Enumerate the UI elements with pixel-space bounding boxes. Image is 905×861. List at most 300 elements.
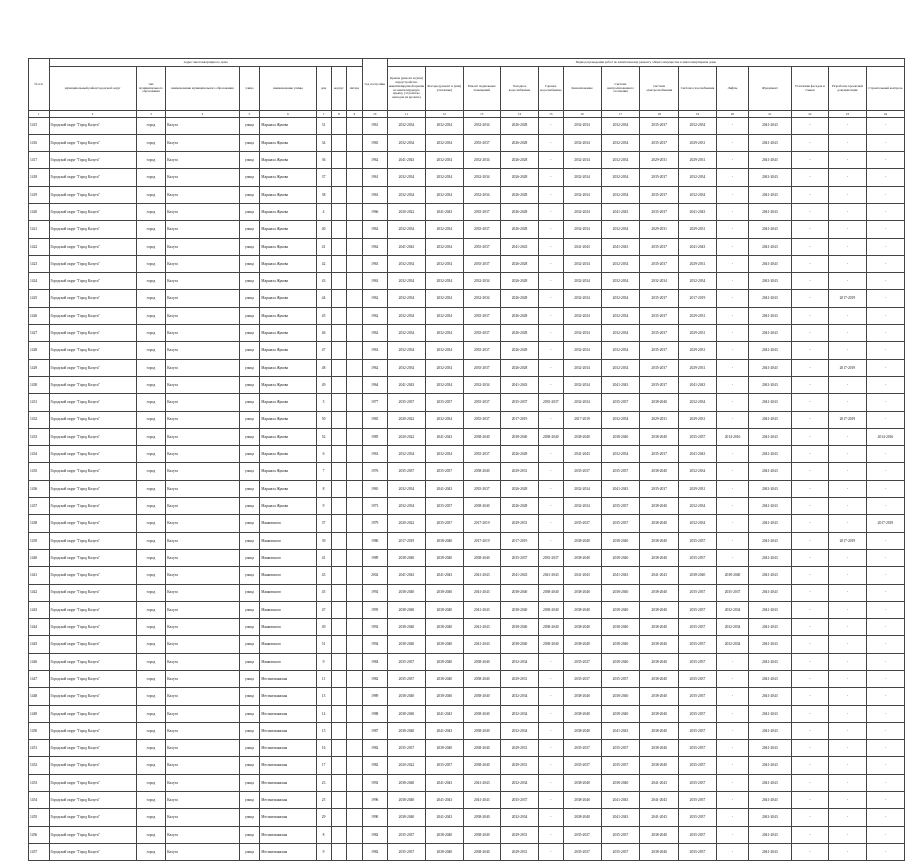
korpus-cell (331, 273, 347, 290)
korpus-cell (331, 186, 347, 203)
roof-cell: 2035-2037 (387, 653, 425, 670)
mun-type-cell: город (136, 584, 166, 601)
cold-water-cell: 2026-2028 (501, 134, 539, 151)
mun-name-cell: Калуга (166, 152, 239, 169)
municipality-cell: Городской округ "Город Калуга" (49, 826, 136, 843)
table-row (29, 411, 905, 428)
insulation-cell: - (791, 567, 828, 584)
roof-cell: 2020-2022 (387, 757, 425, 774)
year-cell: 1995 (362, 601, 387, 618)
column-number: 22 (791, 111, 828, 118)
heating-cell: 2038-2040 (601, 636, 640, 653)
street-name-cell: Маршала Жукова (260, 169, 316, 186)
docs-cell: - (828, 774, 866, 791)
heating-cell: 2035-2037 (601, 671, 640, 688)
foundation-cell: 2041-2043 (749, 567, 792, 584)
mun-name-cell: Калуга (166, 325, 239, 342)
power-cell: 2038-2040 (640, 671, 679, 688)
power-cell: 2038-2040 (640, 601, 679, 618)
roof-cell: 2032-2034 (387, 134, 425, 151)
facade-cell: 2038-2040 (426, 584, 463, 601)
street-type-cell: улица (239, 428, 260, 445)
table-row (29, 480, 905, 497)
mun-name-cell: Калуга (166, 532, 239, 549)
control-cell: - (866, 342, 904, 359)
hot-water-cell: - (539, 255, 563, 272)
sewer-cell: 2032-2034 (563, 480, 601, 497)
municipality-cell: Городской округ "Город Калуга" (49, 394, 136, 411)
power-cell: 2038-2040 (640, 584, 679, 601)
street-name-cell: Маршала Жукова (260, 446, 316, 463)
row-number: 1455 (29, 809, 50, 826)
table-row (29, 463, 905, 480)
hot-water-cell: - (539, 221, 563, 238)
sewer-cell: 2035-2037 (563, 826, 601, 843)
sewer-cell: 2035-2037 (563, 463, 601, 480)
roof-cell: 2035-2037 (387, 740, 425, 757)
sewer-cell: 2035-2037 (563, 653, 601, 670)
gas-cell: 2029-2031 (678, 134, 716, 151)
foundation-cell: 2041-2043 (749, 307, 792, 324)
mun-name-cell: Калуга (166, 255, 239, 272)
gas-cell: 2035-2037 (678, 705, 716, 722)
column-number: 12 (426, 111, 463, 118)
lift-cell: - (716, 411, 748, 428)
cold-water-cell: 2032-2034 (501, 688, 539, 705)
lift-cell: - (716, 722, 748, 739)
foundation-cell: 2041-2043 (749, 290, 792, 307)
lift-cell: - (716, 740, 748, 757)
col-header-hot: Горячее водоснабжение (539, 67, 563, 111)
table-row (29, 238, 905, 255)
street-name-cell: Маршала Жукова (260, 394, 316, 411)
docs-cell: - (828, 843, 866, 860)
lift-cell: - (716, 688, 748, 705)
roof-cell: 2038-2040 (387, 549, 425, 566)
insulation-cell: - (791, 809, 828, 826)
row-number: 1422 (29, 238, 50, 255)
control-cell: - (866, 584, 904, 601)
foundation-cell: 2041-2043 (749, 463, 792, 480)
cold-water-cell: 2038-2040 (501, 584, 539, 601)
sewer-cell: 2032-2034 (563, 117, 601, 134)
street-name-cell: Маршала Жукова (260, 186, 316, 203)
litera-cell (347, 774, 363, 791)
column-number: 23 (828, 111, 866, 118)
row-number: 1441 (29, 567, 50, 584)
facade-cell: 2032-2034 (426, 134, 463, 151)
litera-cell (347, 671, 363, 688)
control-cell: - (866, 843, 904, 860)
roof-cell: 2038-2040 (387, 705, 425, 722)
litera-cell (347, 152, 363, 169)
foundation-cell: 2041-2043 (749, 515, 792, 532)
foundation-cell: 2041-2043 (749, 498, 792, 515)
heating-cell: 2032-2034 (601, 325, 640, 342)
sewer-cell: 2032-2034 (563, 290, 601, 307)
control-cell: - (866, 740, 904, 757)
mun-name-cell: Калуга (166, 411, 239, 428)
litera-cell (347, 740, 363, 757)
column-number: 15 (539, 111, 563, 118)
docs-cell: - (828, 688, 866, 705)
foundation-cell: 2041-2043 (749, 619, 792, 636)
roof-cell: 2038-2040 (387, 688, 425, 705)
foundation-cell: 2041-2043 (749, 671, 792, 688)
gas-cell: 2035-2037 (678, 549, 716, 566)
cold-water-cell: 2026-2028 (501, 325, 539, 342)
sewer-cell: 2038-2040 (563, 636, 601, 653)
hot-water-cell: - (539, 688, 563, 705)
municipality-cell: Городской округ "Город Калуга" (49, 411, 136, 428)
hot-water-cell: - (539, 757, 563, 774)
litera-cell (347, 792, 363, 809)
gas-cell: 2017-2019 (678, 290, 716, 307)
litera-cell (347, 515, 363, 532)
house-cell: 41 (316, 238, 331, 255)
street-name-cell: Маяковского (260, 515, 316, 532)
col-header-year: Год постройки (362, 59, 387, 111)
control-cell: - (866, 203, 904, 220)
year-cell: 1963 (362, 255, 387, 272)
insulation-cell: - (791, 653, 828, 670)
house-cell: 43 (316, 567, 331, 584)
power-cell: 2041-2043 (640, 774, 679, 791)
year-cell: 1973 (362, 498, 387, 515)
col-header-lift: Лифты (716, 67, 748, 111)
power-cell: 2035-2037 (640, 203, 679, 220)
municipality-cell: Городской округ "Город Калуга" (49, 740, 136, 757)
insulation-cell: - (791, 290, 828, 307)
cold-water-cell: 2029-2031 (501, 757, 539, 774)
control-cell: - (866, 567, 904, 584)
cold-water-cell: 2026-2028 (501, 480, 539, 497)
control-cell: - (866, 221, 904, 238)
docs-cell: - (828, 152, 866, 169)
control-cell: - (866, 134, 904, 151)
foundation-cell: 2041-2043 (749, 584, 792, 601)
mun-type-cell: город (136, 671, 166, 688)
insulation-cell: - (791, 169, 828, 186)
litera-cell (347, 619, 363, 636)
roof-cell: 2038-2040 (387, 792, 425, 809)
column-number: 3 (136, 111, 166, 118)
street-name-cell: Маршала Жукова (260, 463, 316, 480)
year-cell: 1988 (362, 705, 387, 722)
column-number: 6 (260, 111, 316, 118)
korpus-cell (331, 411, 347, 428)
docs-cell: - (828, 273, 866, 290)
sewer-cell: 2032-2034 (563, 134, 601, 151)
house-cell: 48 (316, 359, 331, 376)
mun-name-cell: Калуга (166, 342, 239, 359)
roof-cell: 2032-2034 (387, 186, 425, 203)
mun-type-cell: город (136, 342, 166, 359)
power-cell: 2035-2037 (640, 255, 679, 272)
litera-cell (347, 498, 363, 515)
power-cell: 2035-2037 (640, 480, 679, 497)
col-header-street: улица (239, 67, 260, 111)
municipality-cell: Городской округ "Город Калуга" (49, 774, 136, 791)
foundation-cell: 2041-2043 (749, 238, 792, 255)
basement-cell: 2038-2040 (463, 809, 500, 826)
basement-cell: 2038-2040 (463, 428, 500, 445)
korpus-cell (331, 325, 347, 342)
sewer-cell: 2038-2040 (563, 705, 601, 722)
heating-cell: 2035-2037 (601, 843, 640, 860)
lift-cell: - (716, 117, 748, 134)
municipality-cell: Городской округ "Город Калуга" (49, 428, 136, 445)
municipality-cell: Городской округ "Город Калуга" (49, 307, 136, 324)
municipality-cell: Городской округ "Город Калуга" (49, 446, 136, 463)
street-name-cell: Маяковского (260, 653, 316, 670)
municipality-cell: Городской округ "Город Калуга" (49, 653, 136, 670)
heating-cell: 2038-2040 (601, 774, 640, 791)
house-cell: 49 (316, 619, 331, 636)
street-type-cell: улица (239, 480, 260, 497)
street-type-cell: улица (239, 567, 260, 584)
control-cell: - (866, 255, 904, 272)
roof-cell: 2020-2022 (387, 428, 425, 445)
mun-name-cell: Калуга (166, 688, 239, 705)
hot-water-cell: - (539, 134, 563, 151)
cold-water-cell: 2029-2031 (501, 463, 539, 480)
row-number: 1433 (29, 428, 50, 445)
basement-cell: 2035-2037 (463, 411, 500, 428)
row-number: 1419 (29, 186, 50, 203)
mun-name-cell: Калуга (166, 567, 239, 584)
facade-cell: 2041-2043 (426, 809, 463, 826)
heating-cell: 2032-2034 (601, 169, 640, 186)
litera-cell (347, 636, 363, 653)
korpus-cell (331, 238, 347, 255)
docs-cell: - (828, 722, 866, 739)
insulation-cell: - (791, 740, 828, 757)
heating-cell: 2032-2034 (601, 342, 640, 359)
street-name-cell: Местничкинская (260, 722, 316, 739)
heating-cell: 2038-2040 (601, 619, 640, 636)
mun-name-cell: Калуга (166, 601, 239, 618)
heating-cell: 2038-2040 (601, 653, 640, 670)
korpus-cell (331, 671, 347, 688)
street-name-cell: Маршала Жукова (260, 255, 316, 272)
year-cell: 1990 (362, 809, 387, 826)
lift-cell: - (716, 671, 748, 688)
hot-water-cell: 2035-2037 (539, 394, 563, 411)
street-type-cell: улица (239, 843, 260, 860)
mun-type-cell: город (136, 307, 166, 324)
heating-cell: 2038-2040 (601, 549, 640, 566)
korpus-cell (331, 636, 347, 653)
basement-cell: 2038-2040 (463, 498, 500, 515)
docs-cell: - (828, 567, 866, 584)
roof-cell: 2020-2022 (387, 203, 425, 220)
foundation-cell: 2041-2043 (749, 722, 792, 739)
hot-water-cell: - (539, 342, 563, 359)
basement-cell: 2038-2040 (463, 740, 500, 757)
hot-water-cell: - (539, 740, 563, 757)
mun-name-cell: Калуга (166, 705, 239, 722)
heating-cell: 2041-2043 (601, 809, 640, 826)
municipality-cell: Городской округ "Город Калуга" (49, 809, 136, 826)
gas-cell: 2032-2034 (678, 498, 716, 515)
lift-cell: - (716, 273, 748, 290)
heating-cell: 2041-2043 (601, 722, 640, 739)
table-row (29, 792, 905, 809)
docs-cell: - (828, 498, 866, 515)
hot-water-cell: 2038-2040 (539, 636, 563, 653)
hot-water-cell: 2038-2040 (539, 601, 563, 618)
municipality-cell: Городской округ "Город Калуга" (49, 671, 136, 688)
house-cell: 31 (316, 117, 331, 134)
mun-type-cell: город (136, 290, 166, 307)
docs-cell: - (828, 549, 866, 566)
docs-cell: - (828, 325, 866, 342)
litera-cell (347, 601, 363, 618)
table-row (29, 359, 905, 376)
street-type-cell: улица (239, 498, 260, 515)
mun-type-cell: город (136, 567, 166, 584)
korpus-cell (331, 619, 347, 636)
docs-cell: - (828, 636, 866, 653)
street-name-cell: Маяковского (260, 532, 316, 549)
basement-cell: 2035-2037 (463, 307, 500, 324)
control-cell: - (866, 186, 904, 203)
hot-water-cell: - (539, 186, 563, 203)
docs-cell: - (828, 480, 866, 497)
docs-cell: - (828, 394, 866, 411)
house-cell: 23 (316, 774, 331, 791)
korpus-cell (331, 134, 347, 151)
mun-type-cell: город (136, 549, 166, 566)
control-cell: - (866, 273, 904, 290)
basement-cell: 2035-2037 (463, 480, 500, 497)
row-number: 1450 (29, 722, 50, 739)
gas-cell: 2029-2031 (678, 255, 716, 272)
col-header-mun-name: наименование муниципального образования (166, 67, 239, 111)
basement-cell: 2032-2034 (463, 169, 500, 186)
street-type-cell: улица (239, 325, 260, 342)
sewer-cell: 2032-2034 (563, 325, 601, 342)
basement-cell: 2035-2037 (463, 134, 500, 151)
korpus-cell (331, 359, 347, 376)
lift-cell: - (716, 376, 748, 393)
basement-cell: 2035-2037 (463, 325, 500, 342)
facade-cell: 2032-2034 (426, 255, 463, 272)
municipality-cell: Городской округ "Город Калуга" (49, 152, 136, 169)
year-cell: 1982 (362, 843, 387, 860)
facade-cell: 2035-2037 (426, 463, 463, 480)
heating-cell: 2041-2043 (601, 238, 640, 255)
street-name-cell: Маршала Жукова (260, 342, 316, 359)
table-row (29, 394, 905, 411)
control-cell: - (866, 774, 904, 791)
sewer-cell: 2038-2040 (563, 584, 601, 601)
house-cell: 46 (316, 325, 331, 342)
municipality-cell: Городской округ "Город Калуга" (49, 203, 136, 220)
basement-cell: 2038-2040 (463, 722, 500, 739)
insulation-cell: - (791, 134, 828, 151)
facade-cell: 2041-2043 (426, 203, 463, 220)
column-number: 19 (678, 111, 716, 118)
gas-cell: 2035-2037 (678, 722, 716, 739)
docs-cell: - (828, 792, 866, 809)
row-number: 1445 (29, 636, 50, 653)
street-type-cell: улица (239, 740, 260, 757)
house-cell: 5 (316, 394, 331, 411)
facade-cell: 2032-2034 (426, 290, 463, 307)
litera-cell (347, 653, 363, 670)
sewer-cell: 2038-2040 (563, 792, 601, 809)
row-number: 1431 (29, 394, 50, 411)
basement-cell: 2017-2019 (463, 515, 500, 532)
year-cell: 1982 (362, 826, 387, 843)
cold-water-cell: 2026-2028 (501, 273, 539, 290)
house-cell: 25 (316, 792, 331, 809)
sewer-cell: 2038-2040 (563, 722, 601, 739)
row-number: 1417 (29, 152, 50, 169)
litera-cell (347, 342, 363, 359)
roof-cell: 2041-2043 (387, 152, 425, 169)
basement-cell: 2038-2040 (463, 549, 500, 566)
facade-cell: 2032-2034 (426, 273, 463, 290)
roof-cell: 2038-2040 (387, 601, 425, 618)
cold-water-cell: 2038-2040 (501, 428, 539, 445)
insulation-cell: - (791, 705, 828, 722)
gas-cell: 2035-2037 (678, 774, 716, 791)
row-number: 1451 (29, 740, 50, 757)
korpus-cell (331, 532, 347, 549)
sewer-cell: 2032-2034 (563, 307, 601, 324)
col-header-street-name: наименование улицы (260, 67, 316, 111)
facade-cell: 2041-2043 (426, 480, 463, 497)
house-cell: 47 (316, 601, 331, 618)
facade-cell: 2041-2043 (426, 792, 463, 809)
docs-cell: - (828, 809, 866, 826)
year-cell: 1979 (362, 515, 387, 532)
year-cell: 2002 (362, 567, 387, 584)
litera-cell (347, 221, 363, 238)
street-name-cell: Маршала Жукова (260, 290, 316, 307)
gas-cell: 2041-2043 (678, 203, 716, 220)
litera-cell (347, 307, 363, 324)
facade-cell: 2038-2040 (426, 601, 463, 618)
street-type-cell: улица (239, 117, 260, 134)
control-cell: - (866, 619, 904, 636)
heating-cell: 2032-2034 (601, 134, 640, 151)
municipality-cell: Городской округ "Город Калуга" (49, 636, 136, 653)
row-number: 1439 (29, 532, 50, 549)
litera-cell (347, 809, 363, 826)
col-header-gas: Система газоснабжения (678, 67, 716, 111)
municipality-cell: Городской округ "Город Калуга" (49, 463, 136, 480)
gas-cell: 2035-2037 (678, 428, 716, 445)
facade-cell: 2032-2034 (426, 238, 463, 255)
insulation-cell: - (791, 532, 828, 549)
lift-cell: 2032-2034 (716, 601, 748, 618)
hot-water-cell: 2038-2040 (539, 584, 563, 601)
roof-cell: 2038-2040 (387, 722, 425, 739)
street-type-cell: улица (239, 532, 260, 549)
house-cell: 44 (316, 290, 331, 307)
mun-name-cell: Калуга (166, 221, 239, 238)
sewer-cell: 2032-2034 (563, 498, 601, 515)
municipality-cell: Городской округ "Город Калуга" (49, 705, 136, 722)
korpus-cell (331, 290, 347, 307)
row-number: 1415 (29, 117, 50, 134)
mun-name-cell: Калуга (166, 307, 239, 324)
litera-cell (347, 705, 363, 722)
